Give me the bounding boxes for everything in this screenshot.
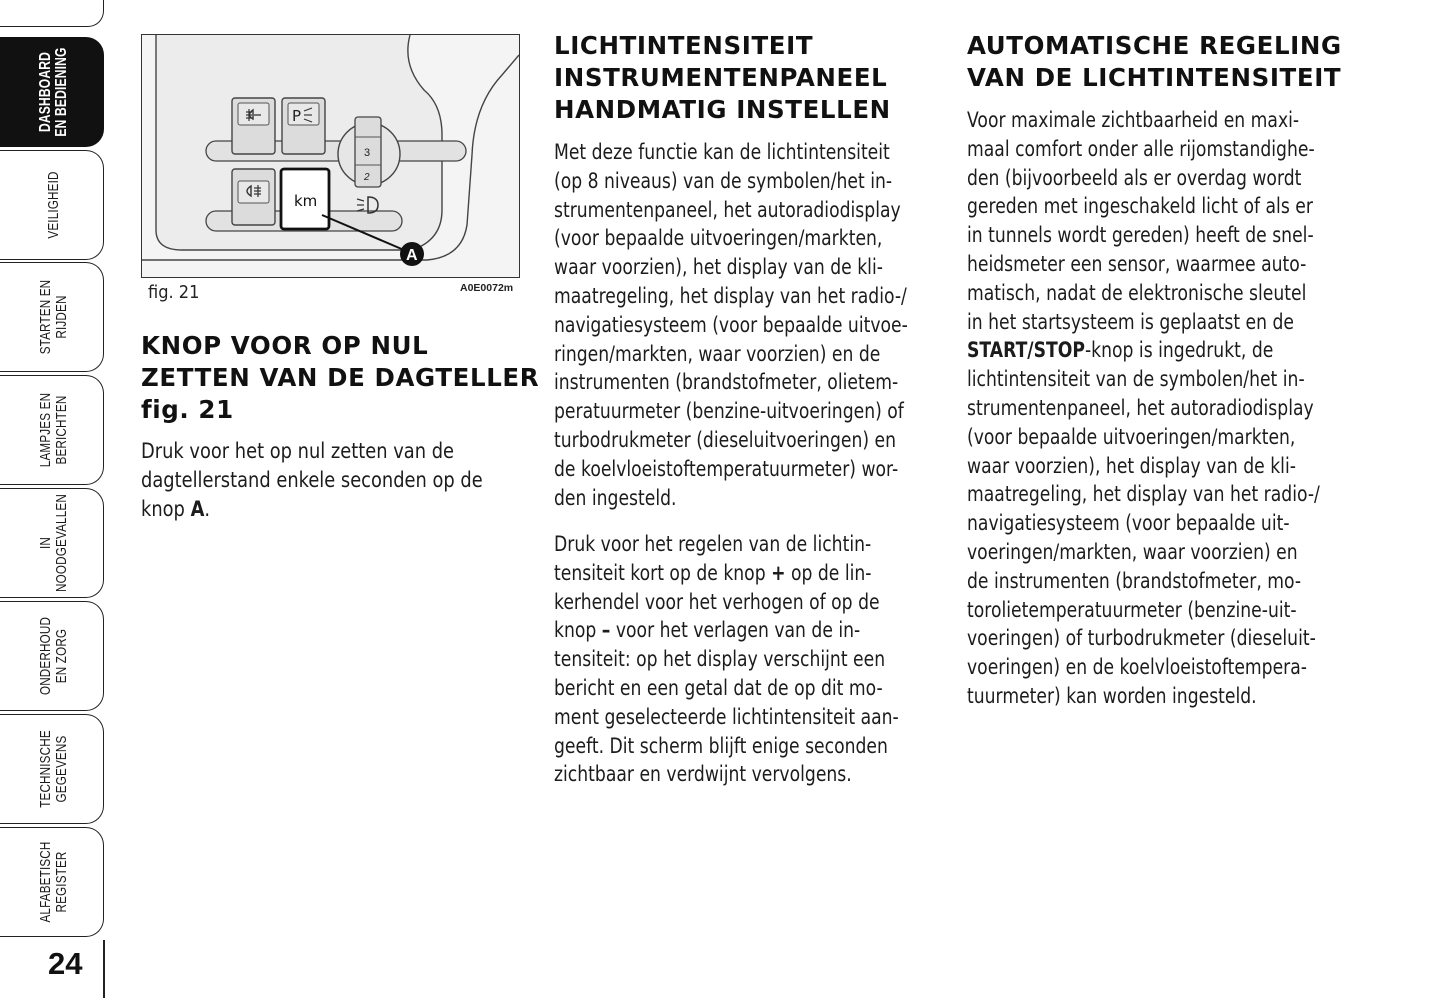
text-line: peratuurmeter (benzine-uitvoeringen) of bbox=[554, 399, 904, 425]
dial-level-3: 3 bbox=[364, 147, 371, 159]
tab-in-noodgevallen[interactable] bbox=[0, 488, 104, 598]
figure-illustration bbox=[141, 34, 520, 278]
figure-code: A0E0072m bbox=[460, 282, 514, 294]
tab-veiligheid[interactable] bbox=[0, 150, 104, 260]
heading-line: fig. 21 bbox=[141, 395, 234, 424]
figure-caption: fig. 21 bbox=[148, 282, 200, 303]
text-line: lichtintensiteit van de symbolen/het in- bbox=[967, 367, 1305, 393]
text-line: ment geselecteerde lichtintensiteit aan- bbox=[554, 704, 899, 730]
text-line: (op 8 niveaus) van de symbolen/het in- bbox=[554, 168, 893, 194]
heading-line: AUTOMATISCHE REGELING bbox=[967, 31, 1342, 60]
text-line: tuurmeter) kan worden ingesteld. bbox=[967, 683, 1257, 709]
tab-label: STARTEN EN RIJDEN bbox=[36, 279, 70, 355]
text-line: matisch, nadat de elektronische sleutel bbox=[967, 280, 1307, 306]
text-segment: -knop is ingedrukt, de bbox=[1084, 338, 1274, 364]
text-segment: tensiteit kort op de knop bbox=[554, 560, 772, 586]
text-segment: . bbox=[204, 496, 211, 522]
paragraph-reset-trip bbox=[141, 438, 483, 524]
text-line bbox=[554, 560, 899, 589]
text-line: voeringen/markten, waar voorzien) en bbox=[967, 539, 1298, 565]
heading-manual-brightness bbox=[554, 30, 891, 126]
text-line: tensiteit: op het display verschijnt een bbox=[554, 647, 886, 673]
minus-symbol: – bbox=[601, 618, 611, 644]
svg-text:P: P bbox=[292, 107, 302, 125]
tab-dashboard-en-bediening[interactable] bbox=[0, 37, 104, 147]
text-segment: voor het verlagen van de in- bbox=[610, 618, 861, 644]
text-line: waar voorzien), het display van de kli- bbox=[967, 453, 1296, 479]
text-line: maal comfort onder alle rijomstandighe- bbox=[967, 136, 1315, 162]
text-line: (voor bepaalde uitvoeringen/markten, bbox=[554, 226, 883, 252]
tab-label: VEILIGHEID bbox=[44, 171, 62, 239]
text-line: instrumenten (brandstofmeter, olietem- bbox=[554, 370, 899, 396]
heading-reset-trip-button bbox=[141, 330, 539, 426]
heading-line: KNOP VOOR OP NUL bbox=[141, 331, 429, 360]
text-line: bericht en een getal dat de op dit mo- bbox=[554, 675, 883, 701]
chapter-tabs bbox=[0, 0, 108, 998]
paragraph-automatic-brightness bbox=[967, 107, 1320, 712]
callout-a: A bbox=[406, 247, 418, 264]
text-segment: knop bbox=[141, 496, 191, 522]
dashboard-switch-panel-drawing bbox=[142, 35, 519, 277]
tab-technische-gegevens[interactable] bbox=[0, 714, 104, 824]
heading-automatic-brightness bbox=[967, 30, 1342, 94]
heading-line: HANDMATIG INSTELLEN bbox=[554, 95, 891, 124]
text-line: navigatiesysteem (voor bepaalde uitvoe- bbox=[554, 312, 908, 338]
text-line bbox=[554, 617, 899, 646]
text-line: (voor bepaalde uitvoeringen/markten, bbox=[967, 424, 1296, 450]
start-stop-label: START/STOP bbox=[967, 338, 1085, 364]
text-line: in het startsysteem is geplaatst en de bbox=[967, 309, 1294, 335]
text-line bbox=[967, 337, 1320, 366]
heading-line: ZETTEN VAN DE DAGTELLER bbox=[141, 363, 540, 392]
paragraph-manual-brightness-1 bbox=[554, 139, 908, 513]
tab-label: DASHBOARD EN BEDIENING bbox=[36, 47, 70, 137]
text-line: strumentenpaneel, het autoradiodisplay bbox=[554, 197, 901, 223]
tab-label: LAMPJES EN BERICHTEN bbox=[36, 392, 70, 468]
text-line: Druk voor het op nul zetten van de bbox=[141, 439, 455, 464]
dial-level-2: 2 bbox=[364, 172, 370, 183]
tab-edge-line bbox=[103, 940, 105, 998]
text-line: Met deze functie kan de lichtintensiteit bbox=[554, 140, 890, 165]
text-line: in tunnels wordt gereden) heeft de snel- bbox=[967, 223, 1314, 249]
text-line: voeringen) en de koelvloeistoftempera- bbox=[967, 655, 1307, 681]
text-line: voeringen) of turbodrukmeter (dieseluit- bbox=[967, 626, 1316, 652]
text-line: de instrumenten (brandstofmeter, mo- bbox=[967, 568, 1302, 594]
tab-starten-en-rijden[interactable] bbox=[0, 262, 104, 372]
button-reference-a: A bbox=[190, 496, 205, 522]
text-line: Voor maximale zichtbaarheid en maxi- bbox=[967, 108, 1300, 133]
tab-lampjes-en-berichten[interactable] bbox=[0, 375, 104, 485]
text-line: den ingesteld. bbox=[554, 485, 677, 511]
tab-label: ONDERHOUD EN ZORG bbox=[36, 616, 70, 696]
text-line: zichtbaar en verdwijnt vervolgens. bbox=[554, 762, 852, 788]
text-line: ringen/markten, waar voorzien) en de bbox=[554, 341, 881, 367]
tab-alfabetisch-register[interactable] bbox=[0, 827, 104, 937]
tab-onderhoud-en-zorg[interactable] bbox=[0, 601, 104, 711]
tab-label: TECHNISCHE GEGEVENS bbox=[36, 730, 70, 808]
text-line: strumentenpaneel, het autoradiodisplay bbox=[967, 395, 1314, 421]
text-line: maatregeling, het display van het radio-/ bbox=[967, 482, 1320, 508]
text-line: kerhendel voor het verhogen of op de bbox=[554, 589, 880, 615]
text-line bbox=[141, 496, 483, 525]
text-segment: knop bbox=[554, 618, 602, 644]
text-line: gereden met ingeschakeld licht of als er bbox=[967, 194, 1313, 220]
heading-line: VAN DE LICHTINTENSITEIT bbox=[967, 63, 1342, 92]
text-line: de koelvloeistoftemperatuurmeter) wor- bbox=[554, 456, 899, 482]
text-segment: op de lin- bbox=[785, 560, 872, 586]
page-number: 24 bbox=[48, 946, 83, 981]
text-line: torolietemperatuurmeter (benzine-uit- bbox=[967, 597, 1297, 623]
text-line: waar voorzien), het display van de kli- bbox=[554, 255, 883, 281]
paragraph-manual-brightness-2 bbox=[554, 531, 899, 790]
text-line: maatregeling, het display van het radio-/ bbox=[554, 283, 907, 309]
text-line: geeft. Dit scherm blijft enige seconden bbox=[554, 733, 888, 759]
text-line: dagtellerstand enkele seconden op de bbox=[141, 467, 483, 493]
heading-line: LICHTINTENSITEIT bbox=[554, 31, 814, 60]
text-line: heidsmeter een sensor, waarmee auto- bbox=[967, 251, 1307, 277]
tab-label: ALFABETISCH REGISTER bbox=[36, 841, 70, 923]
text-line: navigatiesysteem (voor bepaalde uit- bbox=[967, 511, 1290, 537]
text-line: turbodrukmeter (dieseluitvoeringen) en bbox=[554, 427, 897, 453]
heading-line: INSTRUMENTENPANEEL bbox=[554, 63, 888, 92]
text-line: den (bijvoorbeeld als er overdag wordt bbox=[967, 165, 1302, 191]
km-button-label: km bbox=[294, 192, 318, 210]
plus-symbol: + bbox=[771, 560, 786, 586]
text-line: Druk voor het regelen van de lichtin- bbox=[554, 532, 872, 557]
tab-stub bbox=[0, 0, 104, 27]
tab-label: IN NOODGEVALLEN bbox=[36, 494, 70, 592]
